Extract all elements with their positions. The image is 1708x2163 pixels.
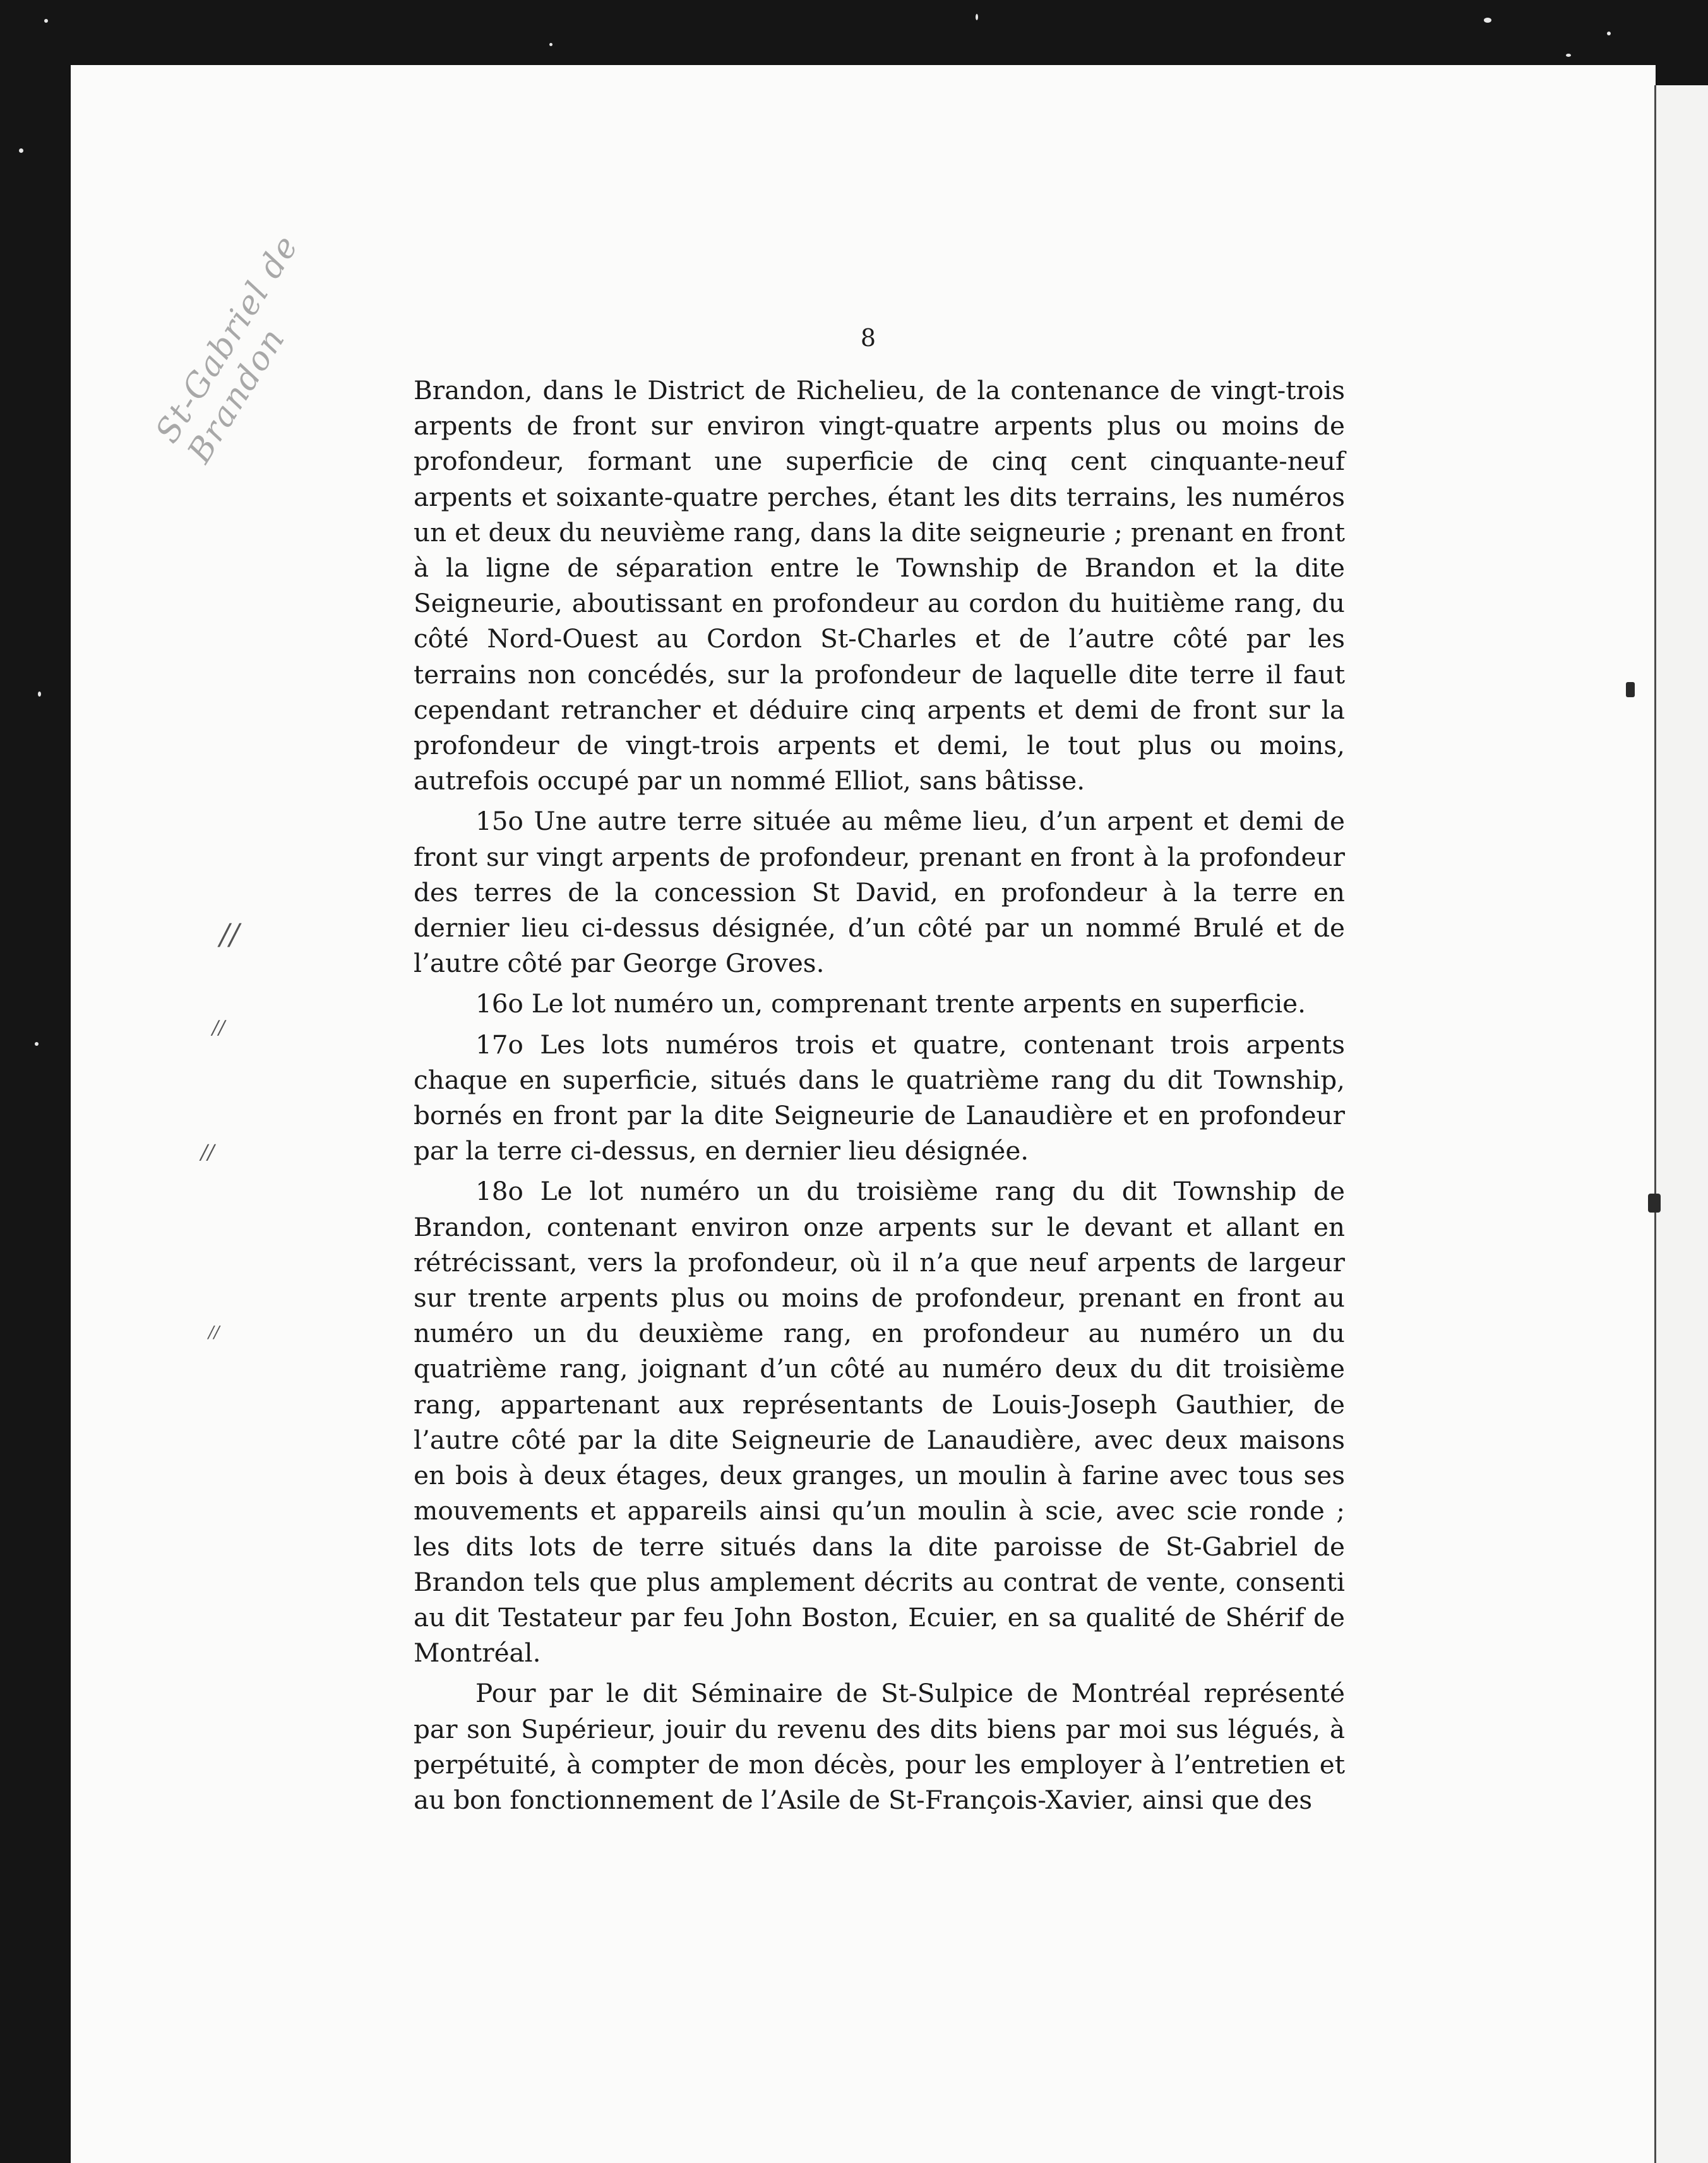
scan-speck	[1484, 18, 1491, 23]
scan-speck	[35, 1042, 39, 1046]
paragraph-item-18: 18o Le lot numéro un du troisième rang du dit Township de Brandon, contenant environ onze arpents sur le devant et allant en rétrécissant, vers la profondeur, où il n’a que neuf arpents de largeur sur trente arpents plus ou moins de profondeur, prenant en front au numéro un du deuxième rang, en profondeur au numéro un du quatrième rang, joignant d’un côté au numéro deux du dit troisième rang, appartenant aux représentants de Louis-Joseph Gauthier, de l’autre côté par la dite Seigneurie de Lanaudière, avec deux maisons en bois à deux étages, deux granges, un moulin à farine avec tous ses mouvements et appareils ainsi qu’un moulin à scie, avec scie ronde ; les dits lots de terre situés dans la dite paroisse de St-Gabriel de Brandon tels que plus amplement décrits au contrat de vente, consenti au dit Testateur par feu John Boston, Ecuier, en sa qualité de Shérif de Montréal.	[414, 1176, 1345, 1669]
scan-speck	[976, 14, 978, 20]
scan-speck	[1566, 54, 1571, 57]
document-body	[414, 373, 1345, 1823]
scan-speck	[38, 692, 41, 697]
edge-mark	[1626, 682, 1635, 697]
scan-speck	[19, 148, 23, 153]
scan-speck	[44, 19, 48, 23]
margin-tick-mark: //	[201, 1140, 215, 1164]
scan-speck	[549, 43, 552, 46]
margin-tick-mark: //	[212, 1017, 225, 1039]
paragraph-item-17: 17o Les lots numéros trois et quatre, contenant trois arpents chaque en superficie, situés dans le quatrième rang du dit Township, bornés en front par la dite Seigneurie de Lanaudière et en profondeur par la terre ci-dessus, en dernier lieu désignée.	[414, 1029, 1345, 1166]
scan-speck	[1607, 32, 1611, 35]
margin-tick-mark: //	[208, 1323, 220, 1342]
adjacent-page-edge	[1654, 85, 1708, 2163]
paragraph-item-16: 16o Le lot numéro un, comprenant trente arpents en superficie.	[475, 988, 1306, 1019]
paragraph-item-15: 15o Une autre terre située au même lieu, d’un arpent et demi de front sur vingt arpents de profondeur, prenant en front à la profondeur des terres de la concession St David, en profondeur à la terre en dernier lieu ci-dessus désignée, d’un côté par un nommé Brulé et de l’autre côté par George Groves.	[414, 806, 1345, 979]
handwritten-margin-note: St-Gabriel de Brandon	[148, 228, 306, 470]
page-number: 8	[860, 324, 876, 352]
edge-mark	[1648, 1194, 1661, 1213]
paragraph-seminaire: Pour par le dit Séminaire de St-Sulpice de Montréal représenté par son Supérieur, jouir du revenu des dits biens par moi sus légués, à perpétuité, à compter de mon décès, pour les employer à l’entretien et au bon fonctionnement de l’Asile de St-François-Xavier, ainsi que des	[414, 1678, 1345, 1815]
paragraph-brandon-continued: Brandon, dans le District de Richelieu, de la contenance de vingt-trois arpents de front sur environ vingt-quatre arpents plus ou moins de profondeur, formant une superficie de cinq cent cinquante-neuf arpents et soixante-quatre perches, étant les dits terrains, les numéros un et deux du neuvième rang, dans la dite seigneurie ; prenant en front à la ligne de séparation entre le Township de Brandon et la dite Seigneurie, aboutissant en profondeur au cordon du huitième rang, du côté Nord-Ouest au Cordon St-Charles et de l’autre côté par les terrains non concédés, sur la profondeur de laquelle dite terre il faut cependant retrancher et déduire cinq arpents et demi de front sur la profondeur de vingt-trois arpents et demi, le tout plus ou moins, autrefois occupé par un nommé Elliot, sans bâtisse.	[414, 375, 1345, 796]
margin-tick-mark: //	[220, 917, 239, 951]
